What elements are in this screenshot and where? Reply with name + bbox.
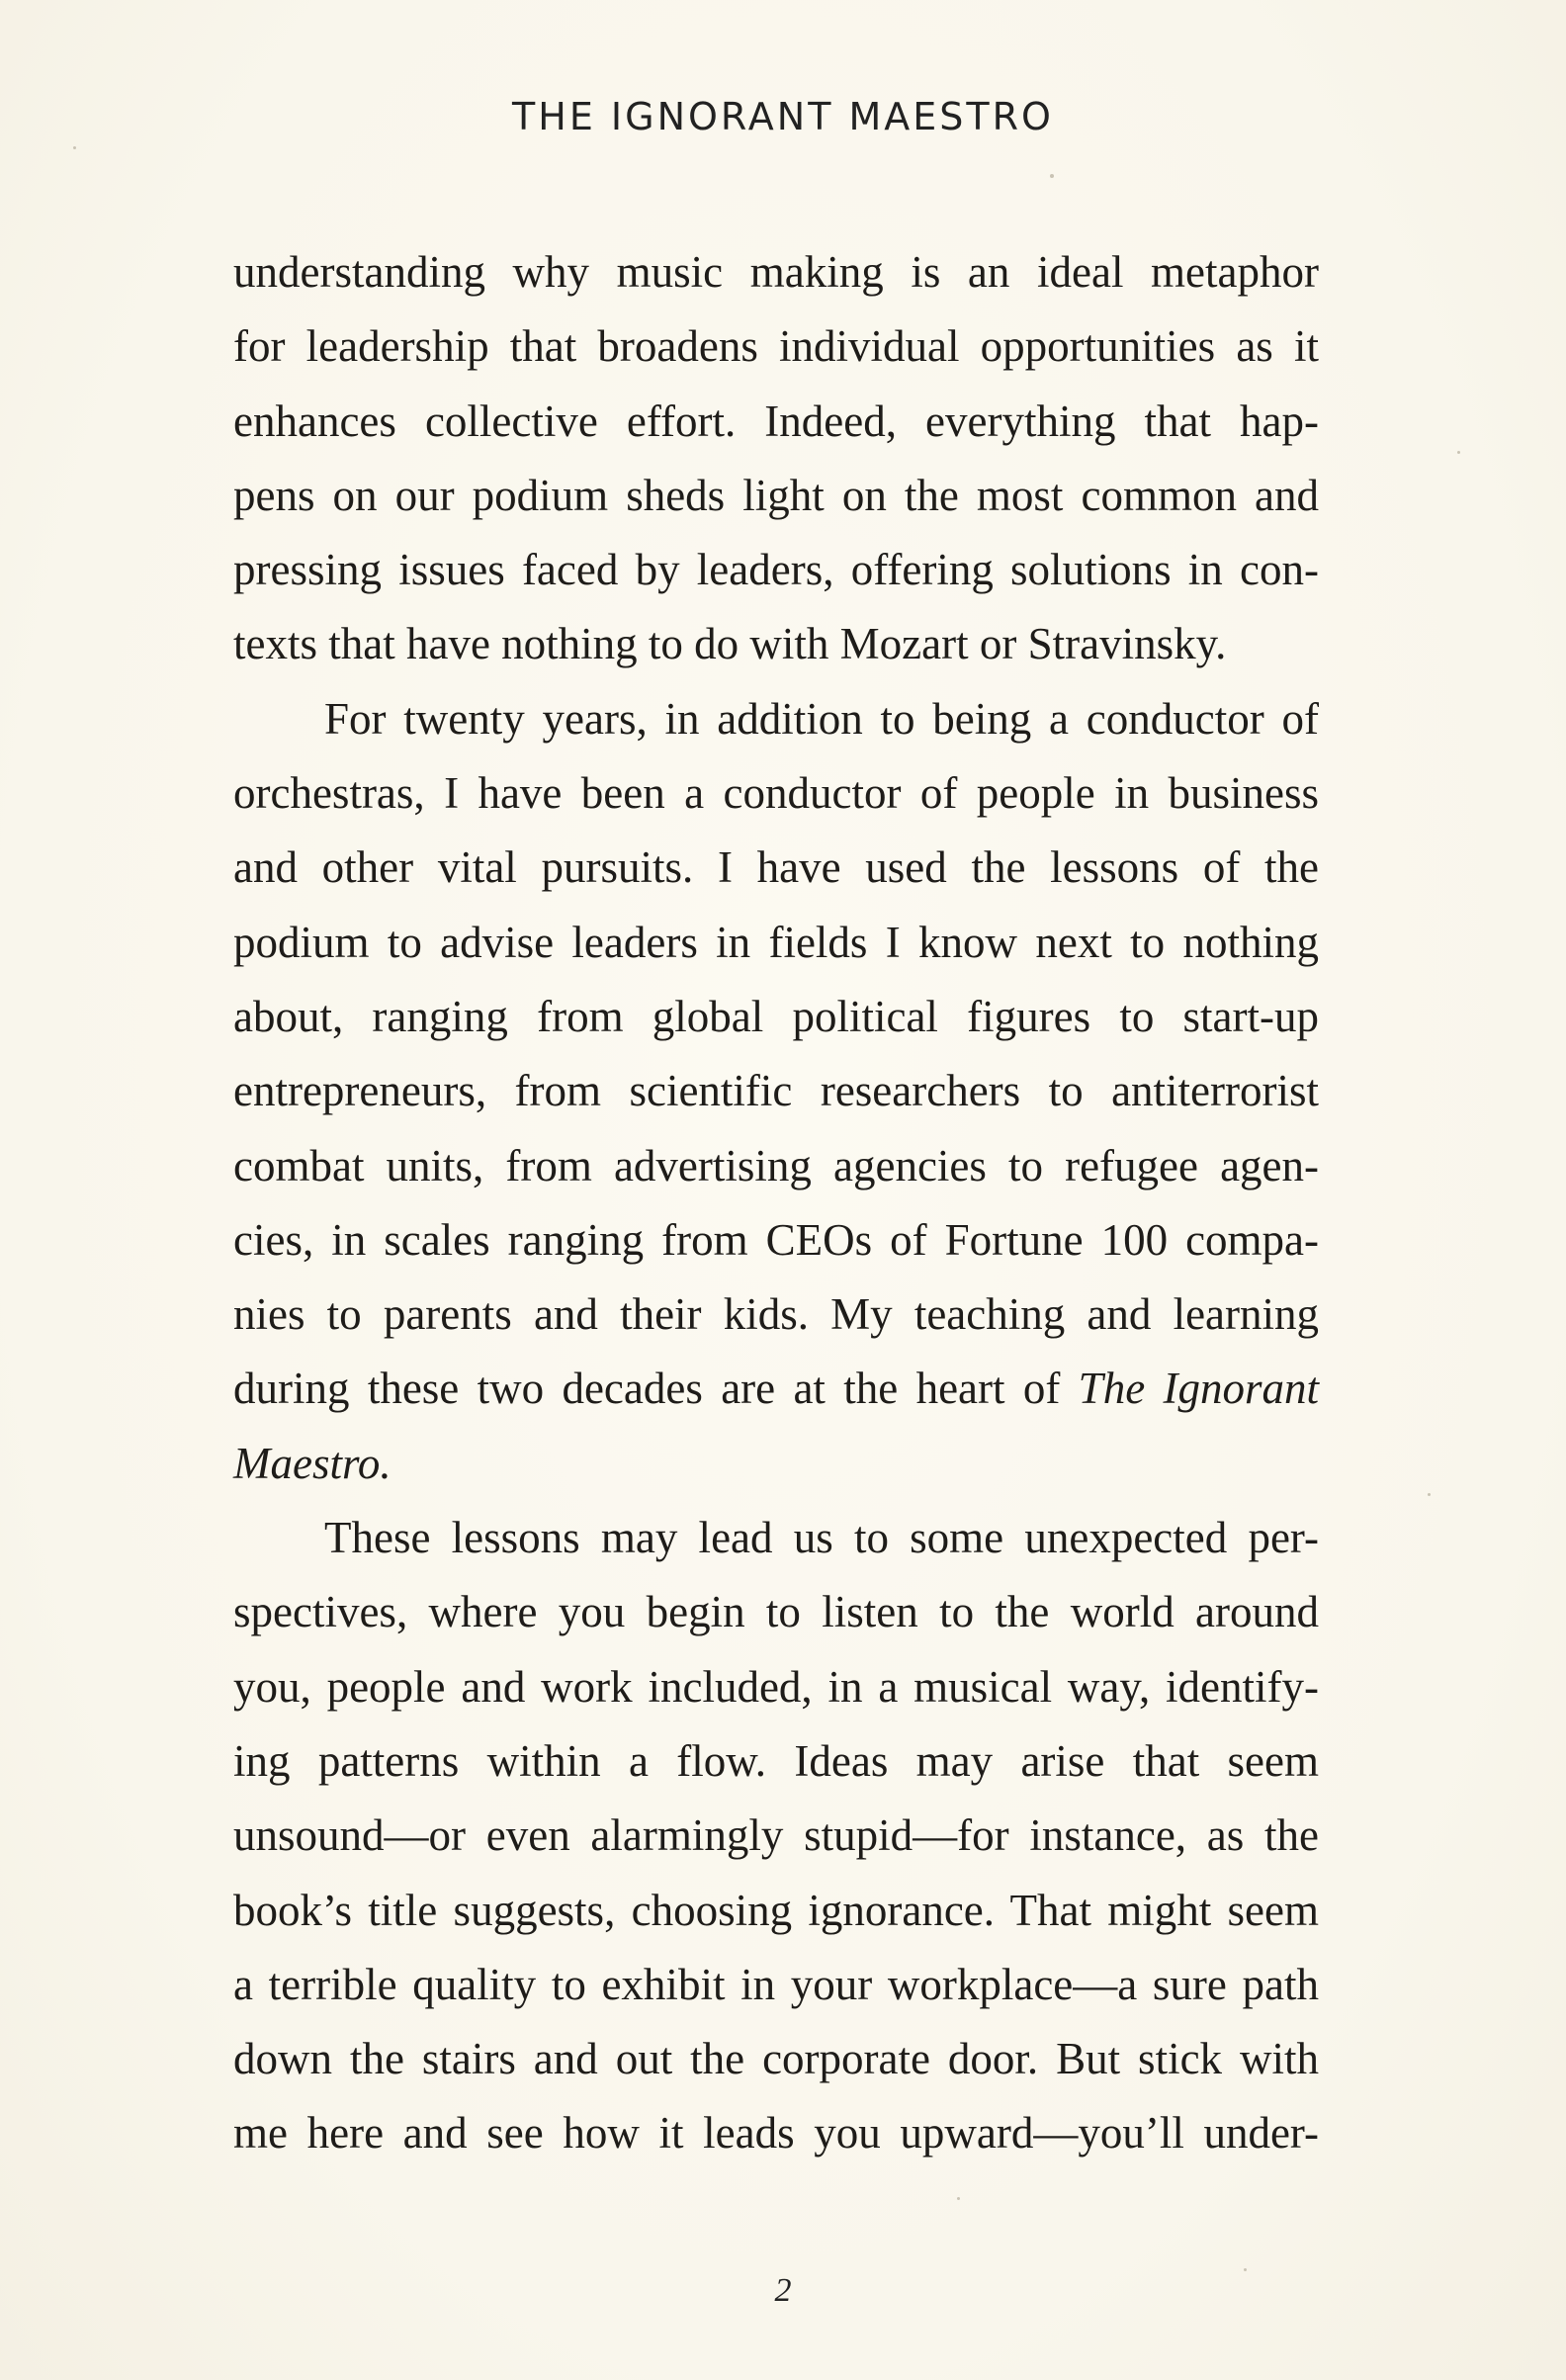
text-line: about, ranging from global political figures to start-up <box>233 991 1319 1041</box>
text-line: cies, in scales ranging from CEOs of Fortune 100 compa- <box>233 1214 1319 1265</box>
text-line: and other vital pursuits. I have used the lessons of the <box>233 842 1319 893</box>
paragraph-3 <box>233 1501 1319 2171</box>
text-line: down the stairs and out the corporate door. But stick with <box>233 2034 1319 2084</box>
body-text <box>233 235 1319 2171</box>
paragraph-1 <box>233 235 1319 682</box>
text-segment: during these two decades are at the heart of <box>233 1364 1079 1414</box>
text-line: nies to parents and their kids. My teaching and learning <box>233 1289 1319 1340</box>
scan-speck <box>1050 174 1054 178</box>
scan-speck <box>1244 2268 1247 2271</box>
text-line <box>233 1352 1319 1426</box>
text-line: pressing issues faced by leaders, offering solutions in con- <box>233 545 1319 595</box>
scan-speck <box>73 146 76 149</box>
text-line: pens on our podium sheds light on the most common and <box>233 470 1319 520</box>
text-line: These lessons may lead us to some unexpected per- <box>324 1513 1319 1563</box>
paragraph-2 <box>233 682 1319 1501</box>
text-line: book’s title suggests, choosing ignorance. That might seem <box>233 1885 1319 1935</box>
text-line: me here and see how it leads you upward—you’ll under- <box>233 2108 1319 2159</box>
scan-speck <box>1457 451 1460 454</box>
text-line: you, people and work included, in a musical way, identify- <box>233 1661 1319 1712</box>
text-line: enhances collective effort. Indeed, everything that hap- <box>233 396 1319 446</box>
text-line: combat units, from advertising agencies to refugee agen- <box>233 1140 1319 1190</box>
text-line: podium to advise leaders in fields I know next to nothing <box>233 917 1319 967</box>
text-line: entrepreneurs, from scientific researchers to antiterrorist <box>233 1066 1319 1116</box>
book-title: The Ignorant <box>1078 1364 1320 1414</box>
text-line: unsound—or even alarmingly stupid—for instance, as the <box>233 1810 1319 1861</box>
text-line: orchestras, I have been a conductor of people in business <box>233 768 1319 819</box>
page-number: 2 <box>774 2272 792 2309</box>
text-line: spectives, where you begin to listen to the world around <box>233 1587 1319 1637</box>
text-line: ing patterns within a flow. Ideas may arise that seem <box>233 1735 1319 1786</box>
text-line: a terrible quality to exhibit in your workplace—a sure path <box>233 1959 1319 2009</box>
scan-speck <box>957 2197 960 2200</box>
running-head: THE IGNORANT MAESTRO <box>512 95 1054 138</box>
text-line: for leadership that broadens individual opportunities as it <box>233 321 1319 372</box>
text-line: texts that have nothing to do with Mozart or Stravinsky. <box>233 619 1227 669</box>
book-title: Maestro. <box>233 1438 392 1488</box>
text-line: understanding why music making is an ideal metaphor <box>233 247 1319 297</box>
text-line: For twenty years, in addition to being a conductor of <box>324 693 1319 744</box>
scan-speck <box>1428 1493 1431 1496</box>
